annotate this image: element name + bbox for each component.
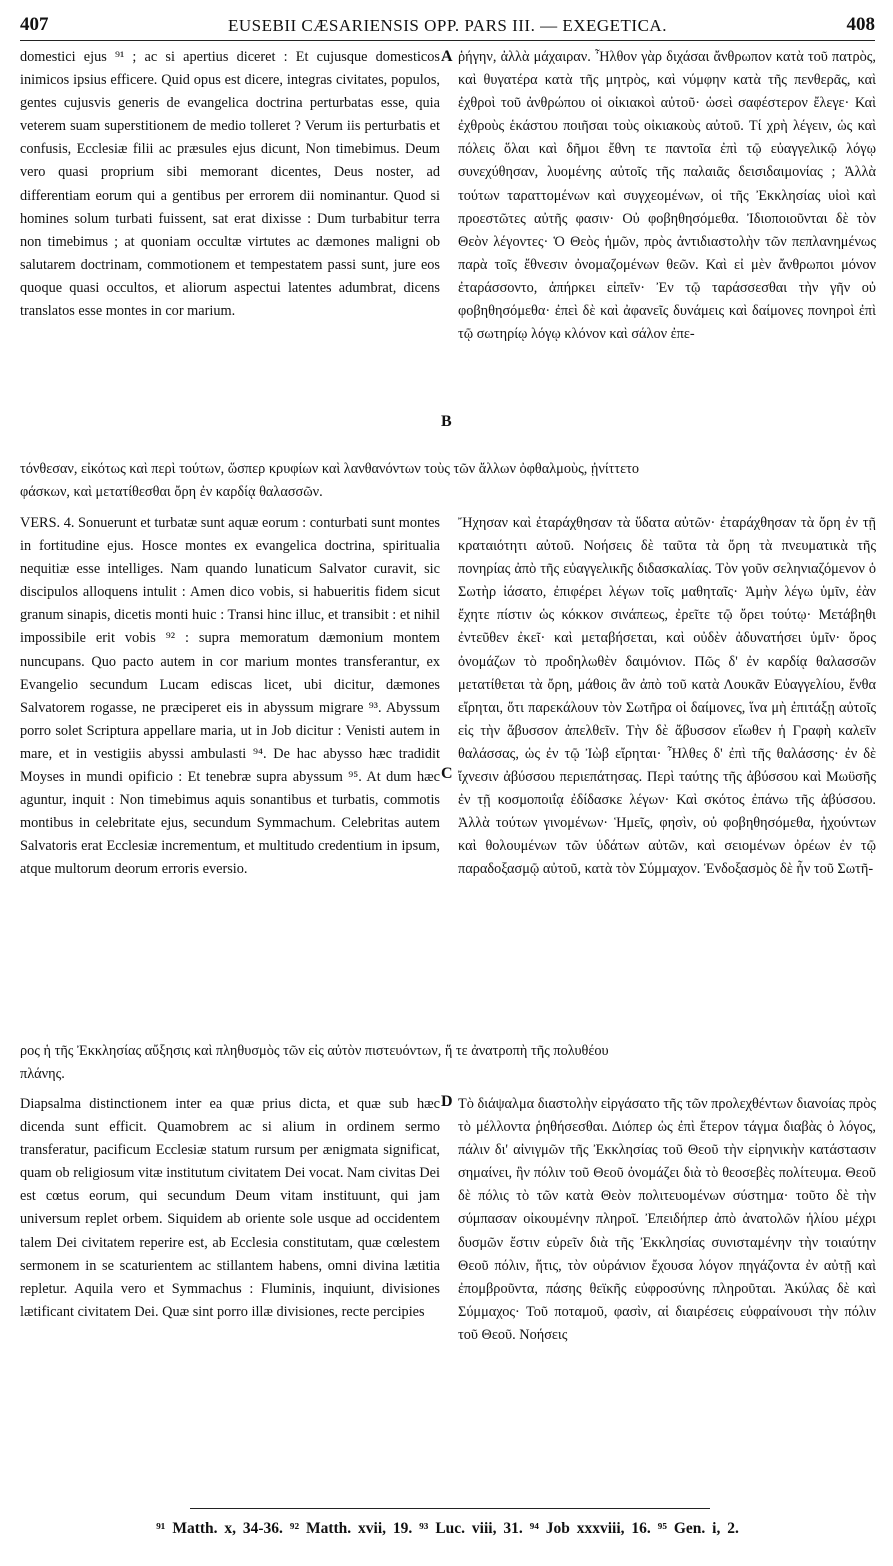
latin-column-block-2 [20, 512, 440, 882]
greek-paragraph: Τὸ διάψαλμα διαστολὴν εἰργάσατο τῆς τῶν προλεχθέντων διανοίας πρὸς τὸ μέλλοντα ῥηθήσεσθαι. Διόπερ ὡς ἐπὶ ἕτερον τάγμα διαβὰς ὁ λόγος, πάλιν δι' αἰνιγμῶν τῆς Ἐκκλησίας τοῦ Θεοῦ τὴν εἰρηνικὴν κατάστασιν σημαίνει, ἣν πόλιν τοῦ Θεοῦ ὀνομάζει διὰ τὸ θεοσεβὲς πολίτευμα. Θεοῦ δὲ πόλις τὸ τῶν κατὰ Θεὸν πολιτευομένων σύστημα· τοῦτο δὲ τὴν σύμπασαν οἰκουμένην πληροῖ. Ἐπειδήπερ ἀπὸ ἀνατολῶν ἡλίου μέχρι δυσμῶν ἔστιν εὑρεῖν διὰ τῆς Ἐκκλησίας συνισταμένην τὴν τοιαύτην Θεοῦ πόλιν, ἥτις, τὸν οὐράνιον ἔχουσα λόγον πηγάζοντα ἐν αὐτῇ καὶ ἐπομβροῦντα, πάσης θεϊκῆς εὐφροσύνης πληροῦται. Ἀκύλας δὲ καὶ Σύμμαχος· Τοῦ ποταμοῦ, φασὶν, αἱ διαιρέσεις εὐφραίνουσι τὴν πόλιν τοῦ Θεοῦ. Νοήσεις [458, 1096, 876, 1343]
greek-fullwidth-line: ρος ἡ τῆς Ἐκκλησίας αὔξησις καὶ πληθυσμὸς τῶν εἰς αὐτὸν πιστευόντων, ἥ τε ἀνατροπὴ τῆς πολυθέου πλάνης. [20, 1043, 609, 1083]
greek-fullwidth-line: τόνθεσαν, εἰκότως καὶ περὶ τούτων, ὥσπερ κρυφίων καὶ λανθανόντων τοὺς τῶν ἄλλων ὀφθαλμοὺς, ᾐνίττετο φάσκων, καὶ μετατίθεσθαι ὄρη ἐν καρδίᾳ θαλασσῶν. [20, 461, 640, 501]
latin-paragraph: domestici ejus ⁹¹ ; ac si apertius diceret : Et cujusque domesticos inimicos ipsius efficere. Quid opus est dicere, integras civitates, populos, gentes cujusvis generis de evangelica doctrina perturbatas esse, quia veterem suam superstitionem de medio tolleret ? Verum iis perturbatis et confusis, Ecclesiæ filii ac præsules ejus dicunt, Non timebimus. Deum vero quasi proprium sibi memorant dicentes, Deus noster, ad differentiam eorum qui a gentibus per errorem dii nominantur. Quod si homines solum turbati fuissent, sat erat dixisse : Dum turbabitur terra non timebimus ; at quoniam occultæ virtutes ac dæmones maligni ob salutarem doctrinam, commotionem et tempestatem passi sunt, jure eos quoque quasi occultos, et aliorum aspectui latentes adumbrat, dicens translatos esse montes in cor marium. [20, 49, 440, 320]
greek-paragraph: Ἤχησαν καὶ ἐταράχθησαν τὰ ὕδατα αὐτῶν· ἐταράχθησαν τὰ ὄρη ἐν τῇ κραταιότητι αὐτοῦ. Νοήσεις δὲ ταῦτα τὰ ὄρη τὰ πνευματικὰ τῆς πονηρίας ἀπὸ τῆς εὐαγγελικῆς διδασκαλίας. Τὸν γοῦν σεληνιαζόμενον ὁ Σωτὴρ ἰάσατο, ἐπιφέρει λέγων τοῖς μαθηταῖς· Ἀμὴν λέγω ὑμῖν, ἐὰν ἔχητε πίστιν ὡς κόκκον σινάπεως, ἐρεῖτε τῷ ὄρει τούτῳ· Μετάβηθι ἐντεῦθεν ἐκεῖ· καὶ μεταβήσεται, καὶ οὐδὲν ἀδυνατήσει ὑμῖν· ὄρος ὀνομάζων τὸ προδηλωθὲν δαιμόνιον. Πῶς δ' ἐν καρδίᾳ θαλασσῶν μετατίθεται τὰ ὄρη, μάθοις ἂν ἀπὸ τοῦ κατὰ Λουκᾶν Εὐαγγελίου, ἔνθα εἴρηται, ὅτι παρεκάλουν τὸν Σωτῆρα οἱ δαίμονες, ἵνα μὴ ἐπιτάξῃ αὐτοῖς εἰς τὴν ἄβυσσον ἀπελθεῖν. Τὴν δὲ ἄβυσσον εἴωθεν ἡ Γραφὴ καλεῖν θαλάσσας, ὡς ἐν τῷ Ἰὼβ εἴρηται· Ἦλθες δ' ἐπὶ τῆς θαλάσσης· ἐν δὲ ἴχνεσιν ἀβύσσου περιεπάτησας. Περὶ ταύτης τῆς ἀβύσσου καὶ Μωϋσῆς ἐν τῇ κοσμοποιΐᾳ ἐδίδασκε λέγων· Καὶ σκότος ἐπάνω τῆς ἀβύσσου. Ἀλλὰ τούτων γινομένων· Ἡμεῖς, φησὶν, οὐ φοβηθησόμεθα, ἠχούντων καὶ θολουμένων τῶν ὑδάτων αὐτῶν, καὶ σειομένων ὀρέων ἐν τῷ παραδοξασμῷ αὐτοῦ, κατὰ τὸν Σύμμαχον. Ἐνδοξασμὸς δὲ ἦν τοῦ Σωτῆ- [458, 515, 876, 878]
margin-mark-b: B [441, 413, 452, 430]
latin-paragraph: VERS. 4. Sonuerunt et turbatæ sunt aquæ eorum : conturbati sunt montes in fortitudine ejus. Hosce montes ex evangelica doctrina, spiritualia nequitiæ esse intelliges. Nam quando lunaticum Salvator curavit, sic discipulos alloquens intulit : Amen dico vobis, si habueritis fidem sicut granum sinapis, dicetis monti huic : Transi hinc illuc, et transibit : et nihil impossibile erit vobis ⁹² : supra memoratum dæmonium montem nuncupans. Quo pacto autem in cor marium montes transferantur, ex Evangelio secundum Lucam ediscas licet, ubi dicitur, dæmones Salvatorem rogasse, ne præciperet eis in abyssum migrare ⁹³. Abyssum porro solet Scriptura appellare maria, ut in Job dicitur : Venisti autem in mare, et in vestigiis abyssi ambulasti ⁹⁴. De hac abysso hæc tradidit Moyses in mundi opificio : Et tenebræ supra abyssum ⁹⁵. At dum hæc aguntur, inquit : Non timebimus aquis sonantibus et turbatis, commotis montibus in celebritate ejus, secundum Symmachum. Celebritas autem Salvatoris erat Ecclesiæ incrementum, et multitudo credentium in ipsum, atque multorum deorum erroris eversio. [20, 515, 440, 878]
footnotes: ⁹¹ Matth. x, 34-36. ⁹² Matth. xvii, 19. ⁹³ Luc. viii, 31. ⁹⁴ Job xxxviii, 16. ⁹⁵ Gen. i, 2. [156, 1520, 739, 1537]
margin-mark-d: D [441, 1093, 453, 1110]
page-number-left: 407 [20, 14, 49, 35]
running-header [20, 14, 875, 41]
margin-mark-a: A [441, 48, 453, 65]
latin-column-block-3 [20, 1093, 440, 1324]
greek-column-block-1 [458, 46, 876, 346]
greek-paragraph: ῥήγην, ἀλλὰ μάχαιραν. Ἦλθον γὰρ διχάσαι ἄνθρωπον κατὰ τοῦ πατρὸς, καὶ θυγατέρα κατὰ τῆς μητρὸς, καὶ νύμφην κατὰ τῆς πενθερᾶς, καὶ ἐχθροὶ τοῦ ἀνθρώπου οἱ οἰκιακοὶ αὐτοῦ· ὡσεὶ σαφέστερον ἔλεγε· Καὶ ἐχθροὺς ἑκάστου ποιῆσαι τοὺς οἰκιακοὺς αὐτοῦ. Τί χρὴ λέγειν, ὡς καὶ πόλεις ὅλαι καὶ δῆμοι ἔθνη τε παντοῖα ἐπὶ τῷ εὐαγγελικῷ λόγῳ συνεχύθησαν, λυομένης αὐτοῖς τῆς παλαιᾶς δεισιδαιμονίας ; Ἀλλὰ τούτων ταραττομένων καὶ συγχεομένων, οἱ τῆς Ἐκκλησίας υἱοὶ καὶ προεστῶτες αὐτῆς φασιν· Οὐ φοβηθησόμεθα. Ἰδιοποιοῦνται δὲ τὸν Θεὸν λέγοντες· Ὁ Θεὸς ἡμῶν, πρὸς ἀντιδιαστολὴν τῶν πεπλανημένως παρὰ τοῖς ἔθνεσιν ὀνομαζομένων θεῶν. Καὶ εἰ μὲν ἄνθρωποι μόνον ἐταράσσοντο, ἀπήρκει εἰπεῖν· Ἐν τῷ ταράσσεσθαι τὴν γῆν οὐ φοβηθησόμεθα· ἐπεὶ δὲ καὶ ἀφανεῖς δυνάμεις καὶ δαίμονες πονηροὶ ἐπὶ τῷ σωτηρίῳ λόγῳ κλόνον καὶ σάλον ἐπε- [458, 49, 876, 343]
greek-column-block-3 [458, 1093, 876, 1347]
running-title: EUSEBII CÆSARIENSIS OPP. PARS III. — EXEGETICA. [228, 16, 667, 35]
margin-mark-c: C [441, 765, 453, 782]
footnote-rule [190, 1508, 710, 1509]
greek-column-block-2 [458, 512, 876, 882]
page-number-right: 408 [846, 14, 875, 35]
latin-column-block-1 [20, 46, 440, 323]
latin-paragraph: Diapsalma distinctionem inter ea quæ prius dicta, et quæ sub hæc dicenda sunt efficit. Quamobrem ac si alium in ordinem sermo transferatur, pacificum Ecclesiæ statum rursum per ænigmata significat, quam ob religiosum vitæ institutum civitatem Dei vocat. Nam civitas Dei est cœtus eorum, qui secundum Deum vitam instituunt, qui jam universum replet orbem. Siquidem ab oriente sole usque ad occidentem talem Dei civitatem reperire est, ab Ecclesia constitutam, quæ cœlestem sermonem in se scaturientem ac stillantem habens, omni divina lætitia repletur. Aquila vero et Symmachus : Fluminis, inquiunt, divisiones lætificant civitatem Dei. Quæ sint porro illæ divisiones, recte percipies [20, 1096, 440, 1320]
